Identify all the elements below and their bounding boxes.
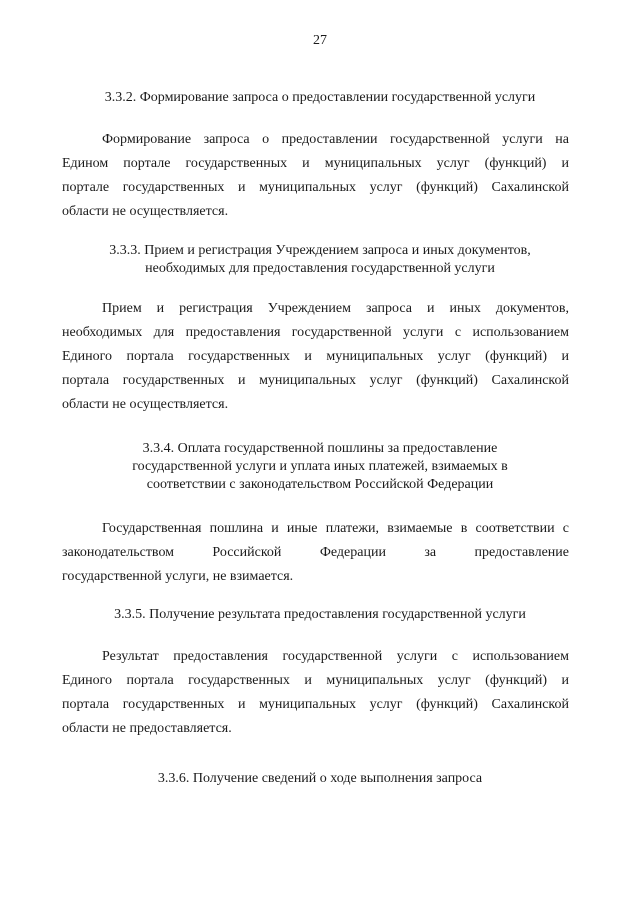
page-number: 27 — [313, 33, 327, 48]
section-body-3-3-3 — [62, 297, 569, 417]
body-line: области не осуществляется. — [62, 204, 229, 219]
section-heading-3-3-6 — [62, 770, 578, 788]
heading-line: 3.3.6. Получение сведений о ходе выполнения запроса — [157, 771, 483, 786]
section-body-3-3-2 — [62, 128, 569, 224]
section-heading-3-3-5 — [62, 606, 578, 624]
section-heading-3-3-2 — [62, 89, 578, 107]
body-line: государственной услуги, не взимается. — [62, 569, 294, 584]
heading-line: 3.3.5. Получение результата предоставления государственной услуги — [114, 607, 526, 622]
body-line: портала государственных и муниципальных услуг (функций) Сахалинской — [62, 697, 569, 712]
body-line: необходимых для предоставления государственной услуги с использованием — [62, 325, 569, 340]
body-line: законодательством Российской Федерации за предоставление — [62, 545, 569, 560]
body-line: Формирование запроса о предоставлении государственной услуги на — [102, 132, 569, 147]
heading-line: соответствии с законодательством Российской Федерации — [146, 477, 494, 492]
section-body-3-3-4 — [62, 517, 569, 589]
body-line: Едином портале государственных и муниципальных услуг (функций) и — [62, 156, 569, 171]
heading-line: необходимых для предоставления государственной услуги — [145, 261, 495, 276]
body-line: области не осуществляется. — [62, 397, 229, 412]
section-heading-3-3-4 — [62, 440, 578, 494]
body-line: портала государственных и муниципальных услуг (функций) Сахалинской — [62, 373, 569, 388]
body-line: Единого портала государственных и муниципальных услуг (функций) и — [62, 349, 569, 364]
heading-line: 3.3.2. Формирование запроса о предоставлении государственной услуги — [104, 90, 536, 105]
section-body-3-3-5 — [62, 645, 569, 741]
body-line: Государственная пошлина и иные платежи, взимаемые в соответствии с — [102, 521, 569, 536]
heading-line: государственной услуги и уплата иных платежей, взимаемых в — [132, 459, 508, 474]
body-line: Прием и регистрация Учреждением запроса и иных документов, — [102, 301, 569, 316]
heading-line: 3.3.3. Прием и регистрация Учреждением запроса и иных документов, — [109, 243, 531, 258]
body-line: Результат предоставления государственной услуги с использованием — [102, 649, 569, 664]
body-line: области не предоставляется. — [62, 721, 232, 736]
section-heading-3-3-3 — [62, 242, 578, 278]
body-line: Единого портала государственных и муниципальных услуг (функций) и — [62, 673, 569, 688]
heading-line: 3.3.4. Оплата государственной пошлины за предоставление — [142, 441, 498, 456]
body-line: портале государственных и муниципальных услуг (функций) Сахалинской — [62, 180, 569, 195]
